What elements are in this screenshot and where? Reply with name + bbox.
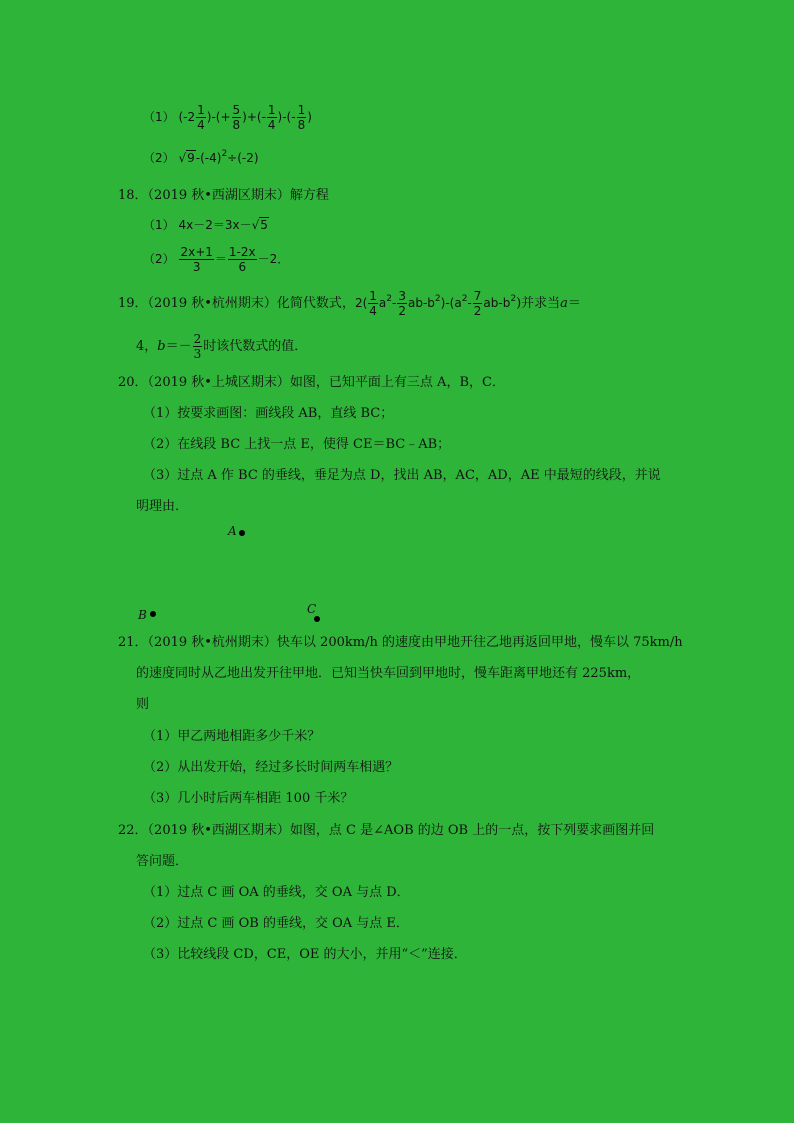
expr-text: 时该代数式的值． xyxy=(203,339,308,354)
expr-text: ab-b xyxy=(483,296,511,310)
point-a-dot xyxy=(239,530,245,536)
q22-part3: （3）比较线段 CD，CE，OE 的大小，并用“＜”连接． xyxy=(143,947,467,962)
denominator: 4 xyxy=(197,118,205,132)
expr-text: ÷(-2) xyxy=(227,151,259,165)
denominator: 2 xyxy=(398,304,406,318)
expr-text: )-(+ xyxy=(206,110,231,124)
fraction xyxy=(228,246,257,273)
q21-line3: 则 xyxy=(136,697,150,712)
q20-heading: 20．（2019 秋•上城区期末）如图，已知平面上有三点 A，B，C． xyxy=(118,375,505,390)
q21-line1: 21．（2019 秋•杭州期末）快车以 200km/h 的速度由甲地开往乙地再返回甲地，慢车以 75km/h xyxy=(118,635,683,650)
expr-text: -(-4) xyxy=(195,151,222,165)
exponent: 2 xyxy=(386,294,392,304)
numerator: 1-2x xyxy=(228,245,256,259)
q19-heading: 19．（2019 秋•杭州期末）化简代数式， xyxy=(118,296,355,311)
q19-expression xyxy=(354,289,517,318)
expr-text: - xyxy=(392,296,397,310)
numerator: 2 xyxy=(193,332,202,346)
q20-part3: （3）过点 A 作 BC 的垂线，垂足为点 D，找出 AB，AC，AD，AE 中最短的线段，并说 xyxy=(143,468,661,483)
q20-part1: （1）按要求画图：画线段 AB，直线 BC； xyxy=(143,406,394,421)
fraction xyxy=(267,104,277,131)
numerator: 3 xyxy=(398,289,406,303)
point-c-dot xyxy=(314,616,320,622)
exponent: 2 xyxy=(510,294,517,304)
numerator: 1 xyxy=(369,289,377,303)
denominator: 8 xyxy=(297,118,306,132)
exponent: 2 xyxy=(461,294,468,304)
denominator: 4 xyxy=(369,304,377,318)
part-number: （2） xyxy=(143,151,175,165)
q19-line2 xyxy=(136,333,307,360)
q18-part1 xyxy=(143,219,269,231)
fraction xyxy=(232,104,242,131)
point-label-b: B xyxy=(138,608,147,622)
numerator: 1 xyxy=(267,103,276,117)
expr-text: )-(- xyxy=(277,110,296,124)
fraction xyxy=(368,290,378,317)
radicand: 5 xyxy=(260,218,268,232)
expr-text: )+(- xyxy=(242,110,266,124)
exponent: 2 xyxy=(221,149,228,159)
expr-text: ＝－ xyxy=(165,339,192,354)
point-b-dot xyxy=(150,611,156,617)
expr-text: ＝ xyxy=(214,252,227,266)
fraction xyxy=(397,290,407,317)
q22-part2: （2）过点 C 画 OB 的垂线，交 OA 与点 E． xyxy=(143,916,409,931)
exponent: 2 xyxy=(434,294,441,304)
part-number: （1） xyxy=(143,218,175,232)
sqrt-symbol: √ xyxy=(178,151,187,165)
denominator: 2 xyxy=(473,304,482,318)
variable-b: b xyxy=(157,339,166,354)
expr-text: - xyxy=(467,296,472,310)
q20-part2: （2）在线段 BC 上找一点 E，使得 CE＝BC﹣AB； xyxy=(143,437,451,452)
denominator: 3 xyxy=(192,260,201,274)
denominator: 6 xyxy=(238,260,247,274)
variable-a: a xyxy=(560,296,568,311)
denominator: 4 xyxy=(267,118,276,132)
square-root xyxy=(252,219,269,231)
square-root xyxy=(178,152,195,164)
sqrt-symbol: √ xyxy=(251,218,260,232)
numerator: 7 xyxy=(473,289,482,303)
numerator: 5 xyxy=(232,103,241,117)
expr-text: 2( xyxy=(354,296,368,310)
q17-part2 xyxy=(143,150,259,164)
fraction xyxy=(179,246,213,273)
q18-part2 xyxy=(143,246,289,273)
q20-part3-cont: 明理由． xyxy=(136,499,189,514)
expr-text: ab-b xyxy=(407,296,435,310)
q22-line2: 答问题． xyxy=(136,854,189,869)
expr-text: a xyxy=(378,296,387,310)
denominator: 8 xyxy=(232,118,241,132)
q21-line2: 的速度同时从乙地出发开往甲地．已知当快车回到甲地时，慢车距离甲地还有 225km， xyxy=(136,666,641,681)
fraction xyxy=(473,290,483,317)
q18-heading: 18．（2019 秋•西湖区期末）解方程 xyxy=(118,188,329,203)
numerator: 1 xyxy=(297,103,306,117)
part-number: （2） xyxy=(143,252,175,266)
expr-text: )并求当 xyxy=(516,296,561,311)
fraction xyxy=(297,104,307,131)
part-number: （1） xyxy=(143,110,175,124)
expr-text: －2． xyxy=(257,252,290,266)
fraction xyxy=(193,333,203,360)
q21-part1: （1）甲乙两地相距多少千米？ xyxy=(143,729,321,744)
radicand: 9 xyxy=(187,151,195,165)
expr-text: 4， xyxy=(136,339,158,354)
q19-line1 xyxy=(118,290,581,317)
numerator: 2x+1 xyxy=(180,245,213,259)
point-label-c: C xyxy=(307,602,317,616)
q22-line1: 22．（2019 秋•西湖区期末）如图，点 C 是∠AOB 的边 OB 上的一点，按下列要求画图并回 xyxy=(118,823,655,838)
expr-text: ) xyxy=(307,110,312,124)
expr-text: )-(a xyxy=(440,296,462,310)
q21-part2: （2）从出发开始，经过多长时间两车相遇？ xyxy=(143,760,399,775)
point-label-a: A xyxy=(228,524,237,538)
denominator: 3 xyxy=(193,347,202,361)
q17-part1 xyxy=(143,104,312,131)
q21-part3: （3）几小时后两车相距 100 千米？ xyxy=(143,791,354,806)
fraction xyxy=(196,104,206,131)
q22-part1: （1）过点 C 画 OA 的垂线，交 OA 与点 D． xyxy=(143,885,410,900)
expr-text: 4x－2＝3x－ xyxy=(178,218,252,232)
expr-text: (-2 xyxy=(178,110,196,124)
expr-text: ＝ xyxy=(567,296,581,311)
numerator: 1 xyxy=(197,103,205,117)
